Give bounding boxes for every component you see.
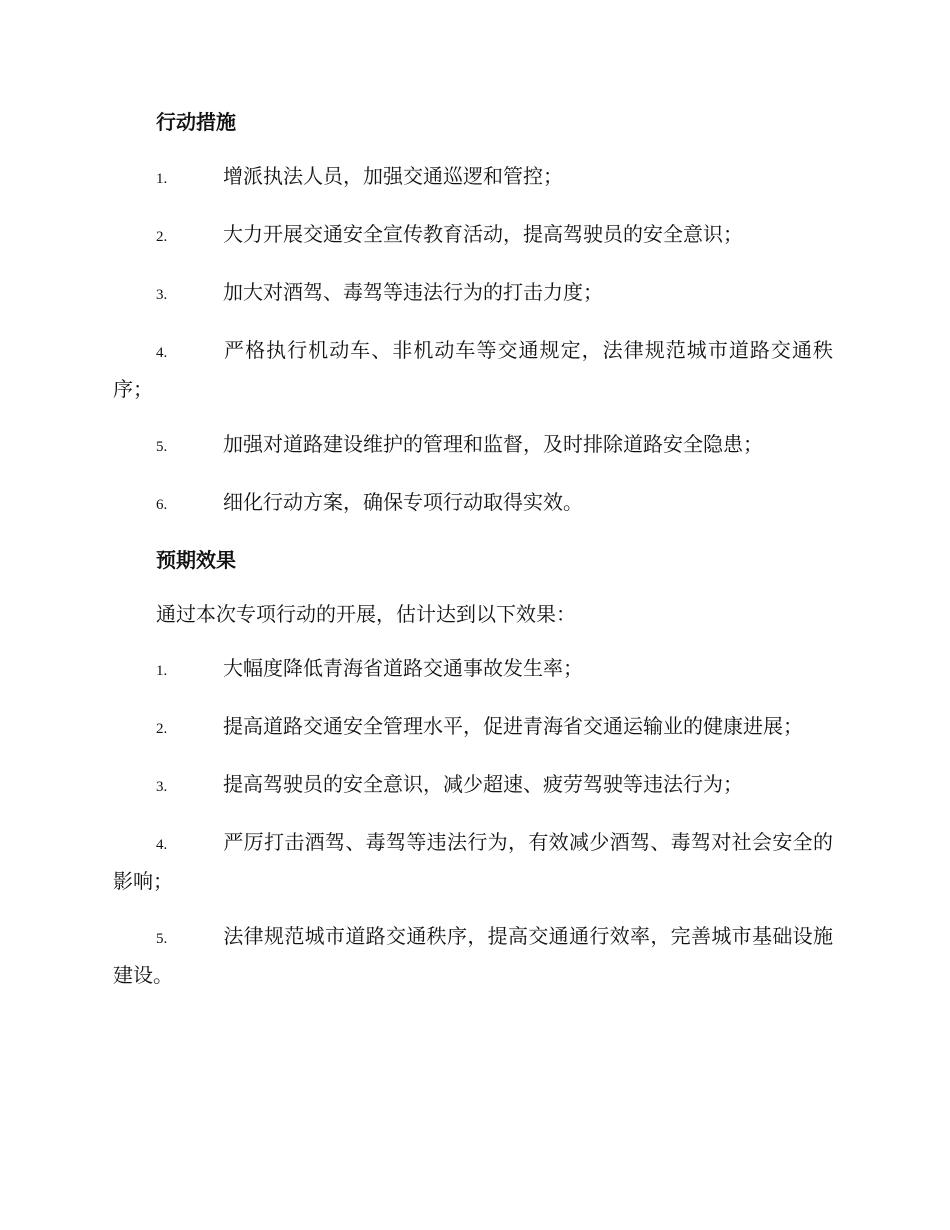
list-item <box>113 274 833 313</box>
list-item-number: 5. <box>156 439 168 455</box>
list-item-text: 加强对道路建设维护的管理和监督，及时排除道路安全隐患； <box>223 432 763 456</box>
list-item-text: 大幅度降低青海省道路交通事故发生率； <box>223 656 583 680</box>
list-item-text: 大力开展交通安全宣传教育活动，提高驾驶员的安全意识； <box>223 222 743 246</box>
list-item-number: 2. <box>156 229 168 245</box>
list-item-text: 增派执法人员，加强交通巡逻和管控； <box>223 164 563 188</box>
list-item-number: 4. <box>156 837 168 853</box>
list-item <box>113 216 833 255</box>
list-item-number: 3. <box>156 779 168 795</box>
list-item-text: 细化行动方案，确保专项行动取得实效。 <box>223 490 583 514</box>
section-heading-actions: 行动措施 <box>156 110 236 134</box>
list-item-number: 6. <box>156 497 168 513</box>
list-item-text: 严格执行机动车、非机动车等交通规定，法律规范城市道路交通秩序； <box>113 338 833 401</box>
list-item-text: 严厉打击酒驾、毒驾等违法行为，有效减少酒驾、毒驾对社会安全的影响； <box>113 830 833 893</box>
list-item <box>113 332 833 407</box>
list-item <box>113 158 833 197</box>
list-item <box>113 650 833 689</box>
list-item-number: 2. <box>156 721 168 737</box>
list-item-number: 1. <box>156 171 168 187</box>
list-item-text: 提高道路交通安全管理水平，促进青海省交通运输业的健康进展； <box>223 714 803 738</box>
list-item-number: 1. <box>156 663 168 679</box>
section-intro: 通过本次专项行动的开展，估计达到以下效果： <box>156 602 576 626</box>
list-item <box>113 426 833 465</box>
list-item-number: 3. <box>156 287 168 303</box>
list-item <box>113 766 833 805</box>
list-item-number: 5. <box>156 931 168 947</box>
list-item-text: 加大对酒驾、毒驾等违法行为的打击力度； <box>223 280 603 304</box>
section-heading-effects: 预期效果 <box>156 548 236 572</box>
list-item-text: 提高驾驶员的安全意识，减少超速、疲劳驾驶等违法行为； <box>223 772 743 796</box>
document-body <box>113 104 833 1012</box>
list-item <box>113 484 833 523</box>
list-item <box>113 708 833 747</box>
list-item <box>113 918 833 993</box>
list-item-number: 4. <box>156 345 168 361</box>
list-item <box>113 824 833 899</box>
list-item-text: 法律规范城市道路交通秩序，提高交通通行效率，完善城市基础设施建设。 <box>113 924 833 987</box>
